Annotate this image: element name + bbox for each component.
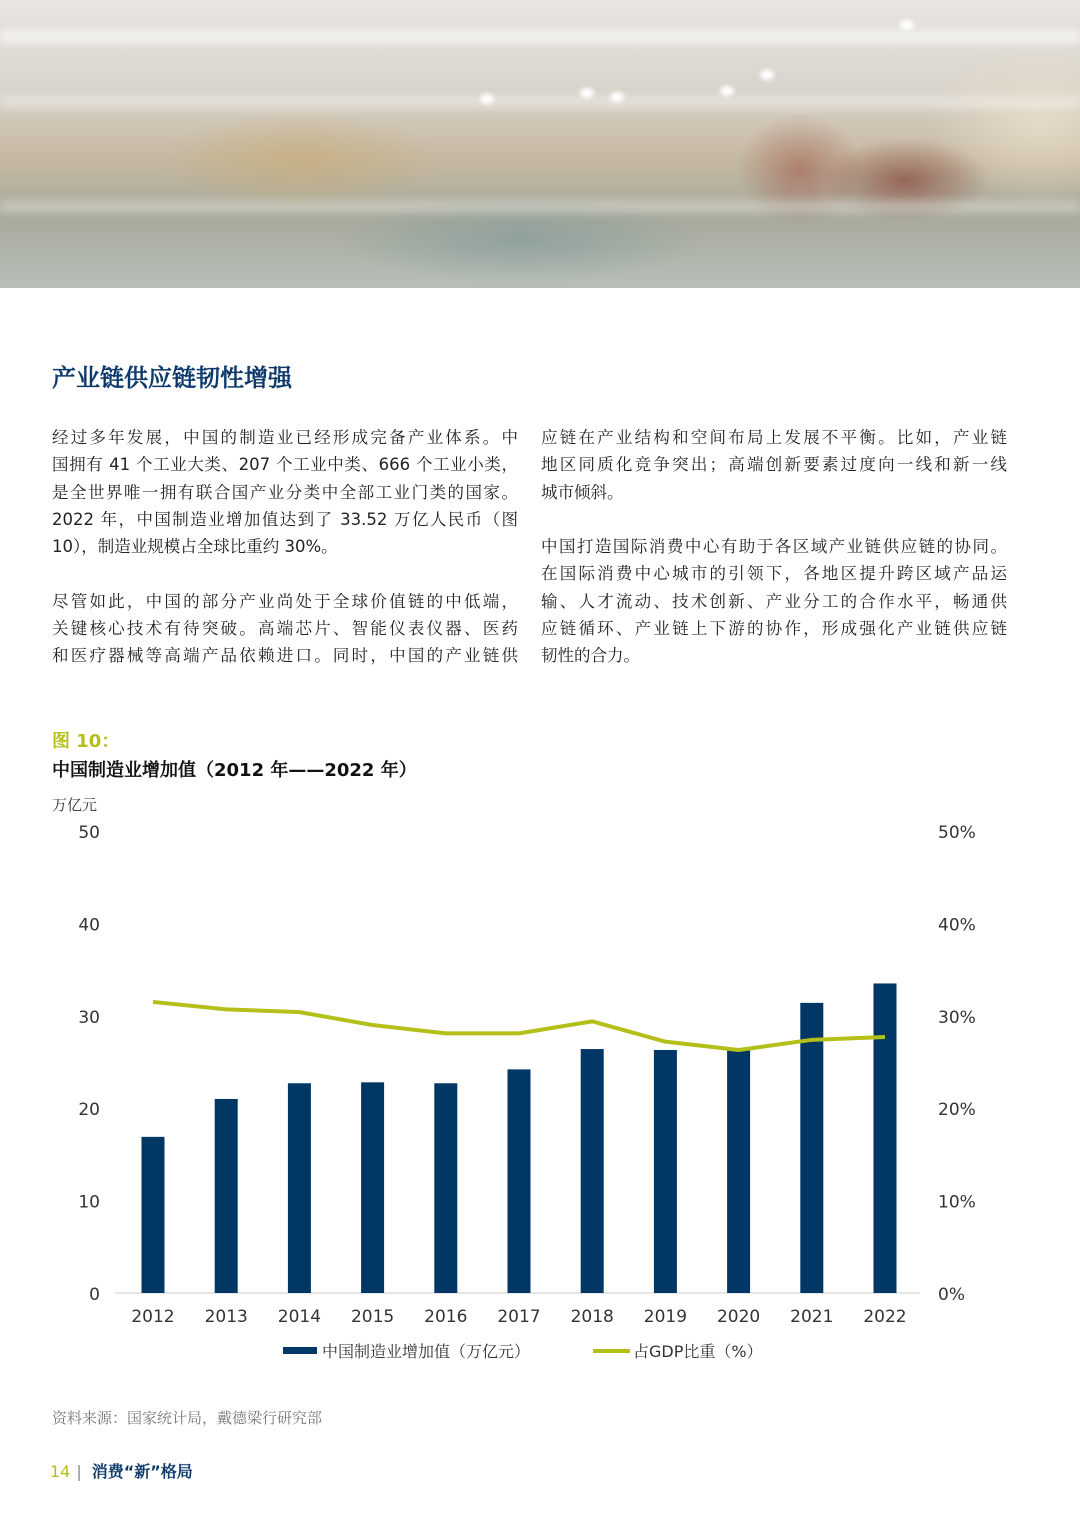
- text-line: 2022 年，中国制造业增加值达到了 33.52 万亿人民币（图: [52, 509, 518, 529]
- text-line: 是全世界唯一拥有联合国产业分类中全部工业门类的国家。: [52, 482, 518, 502]
- bar-2019: [654, 1050, 677, 1293]
- y-tick-label: 40: [78, 915, 100, 936]
- x-tick-label: 2015: [350, 1307, 395, 1327]
- bar-2013: [215, 1099, 238, 1293]
- x-tick-label: 2017: [497, 1307, 541, 1327]
- source-note: 资料来源：国家统计局，戴德梁行研究部: [52, 1409, 323, 1427]
- legend-bar-swatch: [283, 1347, 317, 1354]
- text-column-right: [541, 424, 1007, 697]
- y2-tick-label: 30%: [938, 1007, 976, 1028]
- text-line: 尽管如此，中国的部分产业尚处于全球价值链的中低端，: [52, 591, 518, 611]
- y-tick-label: 50: [78, 823, 100, 843]
- bar-2014: [288, 1083, 311, 1293]
- x-tick-label: 2013: [204, 1307, 248, 1327]
- paragraph: [541, 533, 1007, 669]
- y-tick-label: 20: [78, 1100, 100, 1121]
- text-line: 经过多年发展，中国的制造业已经形成完备产业体系。中: [52, 428, 518, 447]
- text-line: 输、人才流动、技术创新、产业分工的合作水平，畅通供: [541, 591, 1007, 611]
- y2-tick-label: 10%: [938, 1192, 976, 1213]
- bar-2022: [874, 983, 897, 1293]
- text-line: 关键核心技术有待突破。高端芯片、智能仪表仪器、医药: [52, 619, 518, 639]
- x-tick-label: 2019: [643, 1307, 688, 1327]
- bar-2016: [434, 1083, 457, 1293]
- paragraph: [52, 588, 518, 670]
- text-line: 国拥有 41 个工业大类、207 个工业中类、666 个工业小类，: [52, 455, 518, 475]
- text-line: 应链在产业结构和空间布局上发展不平衡。比如，产业链: [541, 428, 1007, 447]
- y2-tick-label: 20%: [938, 1100, 976, 1121]
- text-column-left: [52, 424, 518, 697]
- x-tick-label: 2014: [277, 1307, 322, 1327]
- bar-2018: [581, 1049, 604, 1293]
- x-tick-label: 2012: [131, 1307, 175, 1327]
- text-line: 在国际消费中心城市的引领下，各地区提升跨区域产品运: [541, 564, 1007, 584]
- y2-tick-label: 0%: [938, 1285, 965, 1305]
- y-tick-label: 30: [78, 1007, 100, 1028]
- text-line: 中国打造国际消费中心有助于各区域产业链供应链的协同。: [541, 537, 1007, 557]
- text-line: 地区同质化竞争突出；高端创新要素过度向一线和新一线: [541, 455, 1007, 475]
- gdp-share-line: [153, 1002, 885, 1050]
- legend-line-label: 占GDP比重（%）: [633, 1342, 763, 1361]
- y2-tick-label: 40%: [938, 915, 976, 936]
- bar-2017: [508, 1069, 531, 1293]
- text-line: 和医疗器械等高端产品依赖进口。同时，中国的产业链供: [52, 646, 518, 666]
- publication-title: 消费“新”格局: [91, 1462, 193, 1481]
- y-tick-label: 0: [89, 1285, 100, 1305]
- text-line: 城市倾斜。: [541, 482, 624, 502]
- x-tick-label: 2020: [716, 1307, 761, 1327]
- paragraph: [541, 424, 1007, 506]
- bar-2021: [800, 1003, 823, 1293]
- x-tick-label: 2021: [790, 1307, 834, 1327]
- x-tick-label: 2022: [863, 1307, 907, 1327]
- legend-bar-label: 中国制造业增加值（万亿元）: [322, 1342, 531, 1361]
- manufacturing-value-chart: [0, 800, 1080, 1380]
- page-footer: [50, 1459, 193, 1482]
- bar-2015: [361, 1082, 384, 1293]
- y-axis-unit: 万亿元: [52, 796, 98, 814]
- page-number: 14: [50, 1462, 71, 1481]
- text-line: 10），制造业规模占全球比重约 30%。: [52, 537, 338, 557]
- bar-2020: [727, 1048, 750, 1293]
- section-heading: 产业链供应链韧性增强: [52, 364, 292, 392]
- figure-title: 中国制造业增加值（2012 年——2022 年）: [52, 760, 417, 781]
- text-line: 应链循环、产业链上下游的协作，形成强化产业链供应链: [541, 619, 1007, 639]
- text-line: 韧性的合力。: [541, 646, 640, 666]
- header-photo-mall: [0, 0, 1080, 288]
- paragraph: [52, 424, 518, 560]
- footer-separator: |: [76, 1462, 82, 1481]
- y2-tick-label: 50%: [938, 823, 976, 843]
- x-tick-label: 2016: [424, 1307, 468, 1327]
- y-tick-label: 10: [78, 1192, 100, 1213]
- figure-number: 图 10：: [52, 731, 120, 752]
- bar-2012: [142, 1137, 165, 1293]
- x-tick-label: 2018: [570, 1307, 614, 1327]
